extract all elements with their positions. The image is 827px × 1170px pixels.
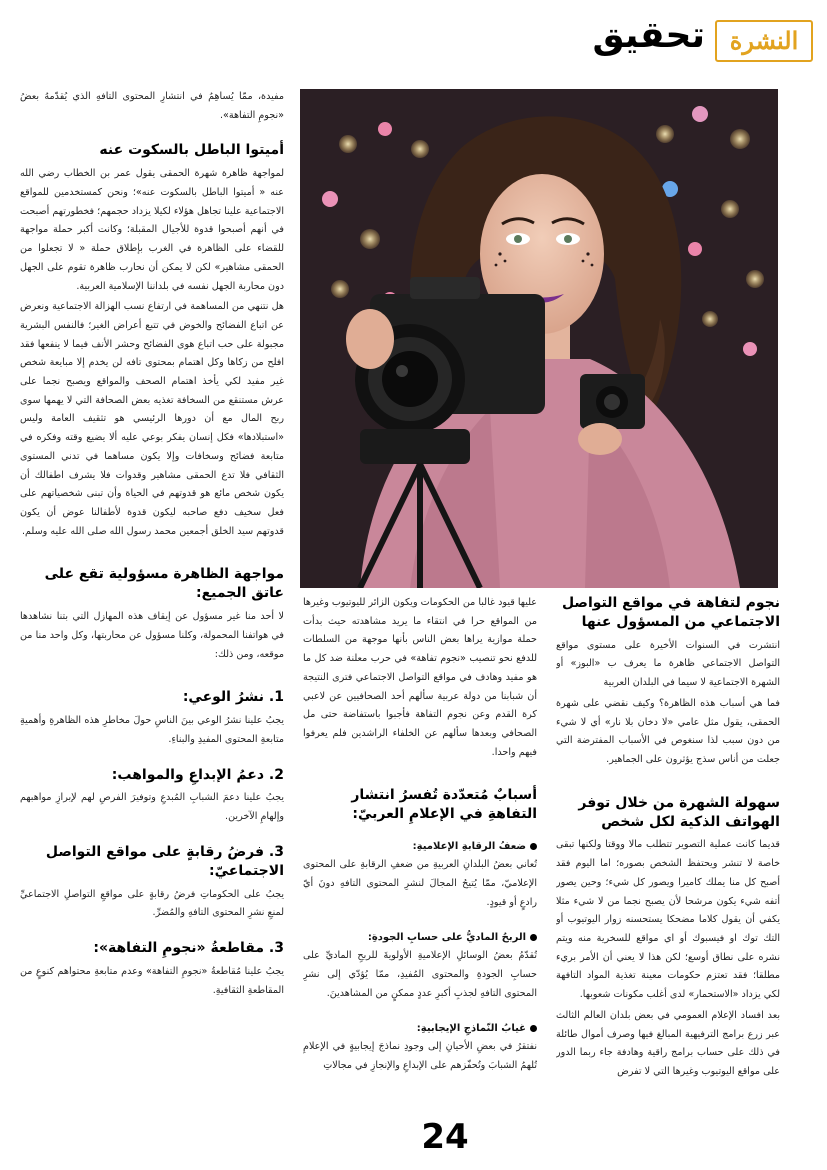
article-column-middle <box>303 594 537 1124</box>
left-paragraph-6: يجبُ على الحكوماتِ فرضُ رقابةٍ على مواقعِ التواصلِ الاجتماعيِّ لمنعِ نشرِ المحتوى التافهِ والمُضرِّ. <box>20 888 284 919</box>
heading-spread-awareness: 1. نشرُ الوعي: <box>182 689 284 706</box>
left-paragraph-7: يجبُ علينا مُقاطعةُ «نجومِ التفاهة» وعدم متابعةِ محتواهم كنوعٍ من المقاطعةِ الثقافيةِ. <box>20 965 284 996</box>
page-number: 24 <box>421 1117 469 1157</box>
heading-shared-responsibility: مواجهة الظاهرة مسؤولية تقع على عاتق الجميع: <box>44 566 284 602</box>
bullet-title-text: الربحُ الماديُّ على حسابِ الجودةِ: <box>367 932 526 944</box>
right-paragraph-4: بعد افساد الإعلام العمومي في بعض بلدان العالم الثالث عبر زرع برامج الترفيهية المبالغ فيها وصرف أموال طائلة في ذلك على حساب برامج راقية وهادفة جاء ربما الدور على مواقع اليوتيوب وغيرها التي لا تفرض <box>556 1009 780 1077</box>
left-paragraph-2: هل نتنهي من المساهمة في ارتفاع نسب الهزالة الاجتماعية ونعرض عن اتباع الفضائح والخوض في تتبع أعراض الغير؛ فالنفس البشرية مجبولة على حب اتباع هوى الفضائح وحشر الأنف فيما لا ينفعها فقد افلح من زكاها وكل اهتمام بمحتوى تافه لن يخدم إلا مبايعة شخص غير مفيد لكي يأخذ اهتمام الصحف والمواقع ويصبح نجما على عرش مستنقع من السخافة تغذيه بعض الصحافة التي لا يهمها سوى ربح المال مع أن دورها الرئيسي هو تثقيف العامة وليس «استبلادها» فكل إنسان يفكر بوعي عليه ألا يضيع وقته وفكره في متابعة فضائح وسخافات وإلا يكون مساهما في تدني المستوى الثقافي فلا تدع الحمقى مشاهير وقدوات فلا يشرف اطفالك أن يكون شخص مائع هو قدوتهم في الحياة وأن تبنى شخصياتهم على فعل سخيف دفع صاحبه ليكون قدوة لأطفالنا عوض أن يكون قدوتهم سيد الخلق أجمعين محمد رسول الله صلى الله عليه وسلم. <box>20 301 284 537</box>
right-paragraph-1: انتشرت في السنوات الأخيرة على مستوى مواقع التواصل الاجتماعي ظاهرة ما يعرف ب «البوز» أو الشهرة الاجتماعية لا سيما في البلدان العربية <box>556 639 780 689</box>
left-paragraph-3: لا أحد منا غير مسؤول عن إيقاف هذه المهازل التي بتنا نشاهدها في هواتفنا المحمولة، وكلنا مسؤول عن محاربتها، وكل واحد منا من موقعه، ومن ذلك: <box>20 611 284 660</box>
bullet-text-weak-oversight: تُعاني بعضُ البلدانِ العربيةِ من ضعفِ الرقابةِ على المحتوى الإعلاميّ، ممّا يُتيحُ المجالَ لنشرِ المحتوى التافهِ دونَ أيّ رادعٍ أو قيودٍ. <box>303 859 537 908</box>
left-paragraph-5: يجبُ علينا دعمَ الشبابِ المُبدعِ وتوفيرَ الفرصِ لهم لإبرازِ مواهبهم وإلهامِ الآخرين. <box>20 792 284 823</box>
heading-support-creativity: 2. دعمُ الإبداعِ والمواهب: <box>111 766 284 783</box>
photo-woman-with-camera <box>300 89 778 588</box>
logo-text: النشرة <box>729 26 799 55</box>
section-title: تحقيق <box>592 15 705 56</box>
bullet-text-absence-role-models: نفتقرُ في بعضِ الأحيانِ إلى وجودِ نماذجَ إيجابيةٍ في الإعلامِ تُلهمُ الشبابَ وتُحفّزهم على الإبداعِ والإنجازِ في مجالاتِ <box>303 1041 537 1072</box>
heading-multiple-causes: أسبابٌ مُتعدّدة تُفسرُ انتشار التفاهةِ في الإعلامِ العربيّ: <box>351 787 537 823</box>
heading-stars-of-triviality: نجوم لتفاهة في مواقع التواصل الاجتماعي من المسؤول عنها <box>561 595 780 630</box>
article-column-right <box>556 594 780 1124</box>
bullet-dot-icon <box>530 934 537 941</box>
middle-paragraph-1: عليها قيود غالبا من الحكومات ويكون الزائر لليوتيوب وغيرها من المواقع حرا في انتقاء ما يريد مشاهدته حيث بدأت حملة موازية يراها بعض الناس بأنها موجهة من السلطات للدفع نحو تنصيب «نجوم تفاهة» في حرب معلنة ضد كل ما هو مفيد وهادف في مواقع التواصل الاجتماعي فترى النتيجة أن شبابنا من دولة عربية سألهم أحد الصحافيين عن لاعبي كرة القدم وعن نجوم التفاهة فأجبوا باستفاضة حتى مل الصحافي وبعدها سألهم عن الخلفاء الراشدين فلم يعرفوا فيهم واحدا. <box>303 597 537 758</box>
bullet-dot-icon <box>530 843 537 850</box>
bullet-dot-icon <box>530 1025 537 1032</box>
bullet-text-profit-over-quality: تُقدّمُ بعضُ الوسائلِ الإعلاميةِ الأولويةَ للربحِ الماديِّ على حسابِ الجودةِ والمحتوى المُفيدِ، ممّا يُؤدّي إلى نشرِ المحتوى التافهِ لجذبِ أكبرِ عددٍ ممكنٍ من المشاهدينَ. <box>303 950 537 999</box>
bullet-title-text: ضعفُ الرقابةِ الإعلاميةِ: <box>412 841 526 853</box>
heading-boycott: 3. مقاطعةُ «نجومِ التفاهة»: <box>93 940 284 957</box>
right-paragraph-2: فما هي أسباب هذه الظاهرة؟ وكيف نقضي على شهرة الحمقى، يقول مثل عامي «لا دخان بلا نار» أي لا شيء من دون سبب لذا سنغوص في الأسباب المفترضة التي جعلت من أناس سذج يؤثرون على الجماهير. <box>556 697 780 765</box>
photo-illustration <box>300 89 778 588</box>
left-paragraph-4: يجبُ علينا نشرُ الوعي بينَ الناسِ حولَ مخاطرِ هذه الظاهرةِ وأهميةِ متابعةِ المحتوى المفيدِ والبناءِ. <box>20 715 284 745</box>
bullet-profit-over-quality <box>303 928 537 947</box>
heading-easy-fame: سهولة الشهرة من خلال توفر الهواتف الذكية لكل شخص <box>578 794 780 830</box>
left-intro-paragraph: مفيدة، ممّا يُساهِمُ في انتشارِ المحتوى التافهِ الذي يُقدّمهُ بعضُ «نجومِ التفاهة». <box>20 91 284 121</box>
heading-impose-oversight: 3. فرضُ رقابةٍ على مواقع التواصل الاجتماعيّ: <box>45 843 284 879</box>
bullet-weak-oversight <box>303 837 537 856</box>
bullet-title-text: غيابُ النّماذجِ الإيجابيةِ: <box>416 1023 526 1035</box>
left-paragraph-1: لمواجهة ظاهرة شهرة الحمقى يقول عمر بن الخطاب رضي الله عنه « أميتوا الباطل بالسكوت عنه»؛ ونحن كمستخدمين للمواقع الاجتماعية علينا تجاهل هؤلاء لكيلا يزداد حجمهم؛ فخطورتهم أصبحت في أنهم أصبحوا قدوة للأجيال المقبلة؛ وكانت أكبر حملة مواجهة للقضاء على الظاهرة في الغرب بإطلاق حملة « لا تجعلوا من الحمقى مشاهير» لكن لا يمكن أن نحارب ظاهرة تقوم على الجهل دون محاربة الجهل نفسه في بلداننا الإسلامية العربية. <box>20 168 284 292</box>
bullet-absence-role-models <box>303 1019 537 1038</box>
heading-silence-falsehood: أميتوا الباطل بالسكوت عنه <box>99 142 284 159</box>
right-paragraph-3: قديما كانت عملية التصوير تتطلب مالا ووقتا ولكنها تبقى خاصة لا تنشر ويحتفظ الشخص بصوره؛ اما اليوم فقد أصبح كل منا يملك كاميرا ويصور كل شيء؛ وحين يصور أتفه شيء يكون مرشحا لأن يصبح نجما من لا شيء مثلا يكفي أن يقول كلاما مضحكا يستحسنه زوار اليوتيوب أو التك توك او فيسبوك أو اي مواقع للسخرية منه ويتم نشره على نطاق أوسع؛ لكن هذا لا يعني أن الأمر بريء مطلقا؛ فقد تعتزم حكومات معينة تغذية المواد التافهة لكي يزداد «الاستحمار» لدى أغلب مكونات شعوبها. <box>556 839 780 1001</box>
article-column-left <box>20 88 284 1118</box>
magazine-logo <box>715 20 813 62</box>
